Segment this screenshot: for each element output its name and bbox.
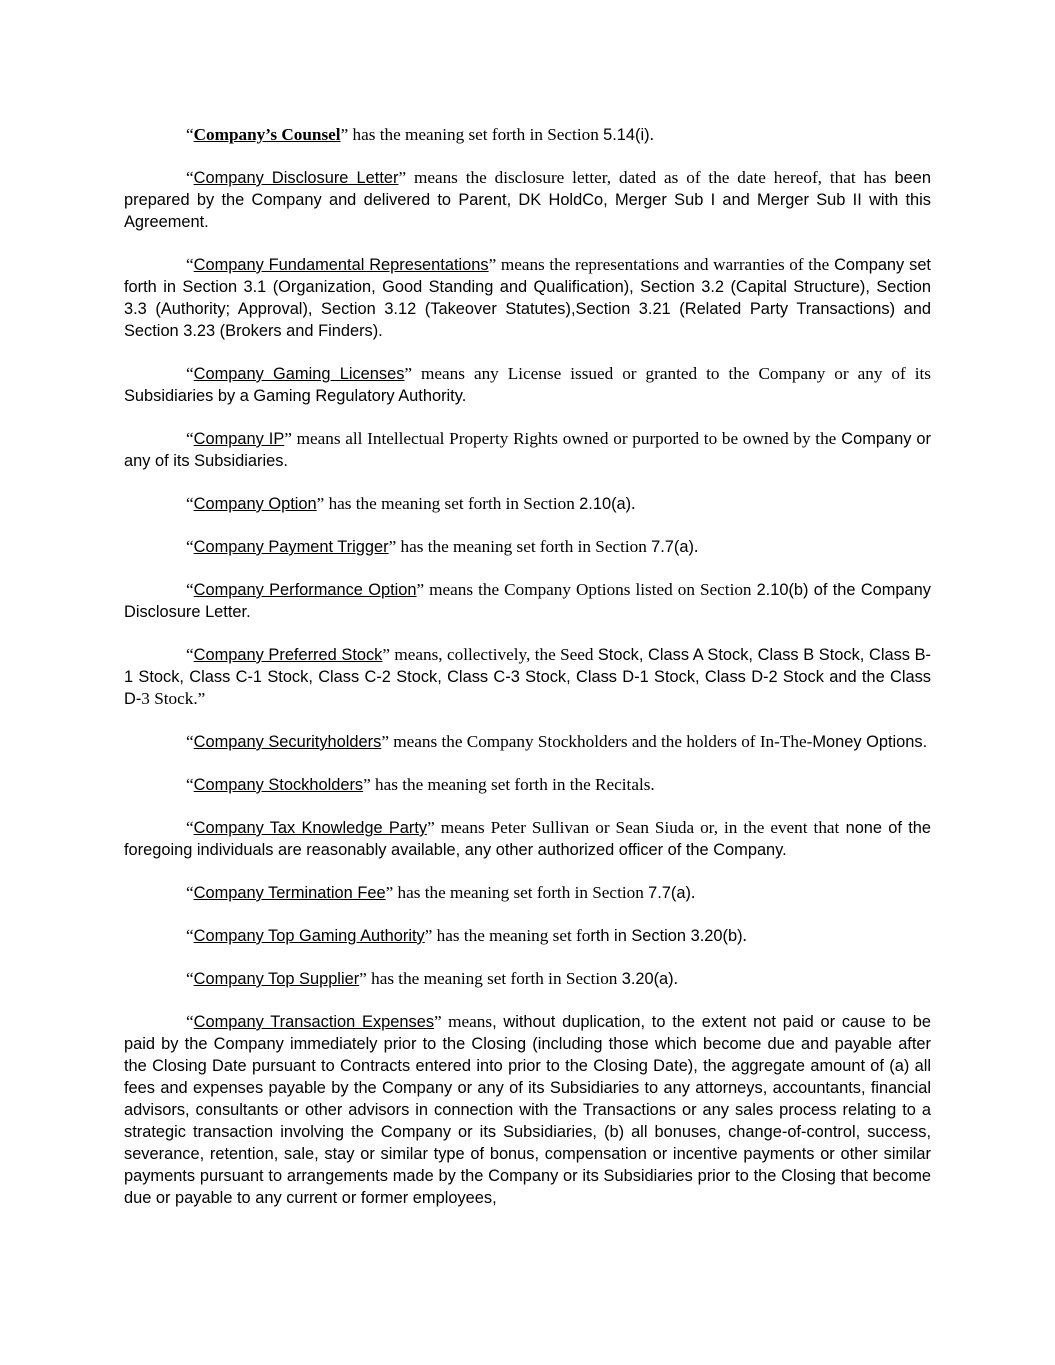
definition-text: ” has the meaning set forth in Section	[385, 883, 649, 902]
defined-term: Company Disclosure Letter	[193, 169, 399, 187]
document-page	[124, 124, 931, 1230]
defined-term: Company Termination Fee	[193, 884, 386, 902]
defined-term: Company IP	[193, 430, 285, 448]
defined-term: Company Fundamental Representations	[193, 256, 489, 274]
definition-text: ” means the disclosure letter, dated as of the date hereof, that has	[398, 168, 887, 187]
definition-text: ” means the Company Stockholders and the holders of In-The-	[381, 732, 813, 751]
section-reference: rth in Section 3.20(b)	[590, 927, 743, 945]
section-reference: 2.10(a)	[579, 495, 632, 513]
definition-tail: .	[693, 537, 699, 556]
defined-term: Company Top Gaming Authority	[193, 927, 425, 945]
definition-tail: .	[631, 494, 636, 513]
definition-text: ” has the meaning set forth in Section	[340, 125, 604, 144]
definition-company-securityholders: “Company Securityholders” means the Company Stockholders and the holders of In-The-Money Options.	[186, 732, 928, 751]
definition-text: ” means	[434, 1012, 493, 1031]
definition-tail: .	[690, 883, 696, 902]
definition-company-payment-trigger: “Company Payment Trigger” has the meaning set forth in Section 7.7(a).	[186, 537, 699, 556]
definition-text-continued: Company set forth in Section 3.1 (Organization, Good Standing and Qualification), Section 3.2 (Capital Structure), Section 3.3 (Authority; Approval), Section 3.12 (Takeover Statutes),Section 3.21 (Related Party Transactions) and Section 3.23 (Brokers and Finders).	[124, 256, 931, 340]
definition-company-stockholders: “Company Stockholders” has the meaning set forth in the Recitals.	[186, 775, 655, 794]
definition-company-tax-knowledge-party: “Company Tax Knowledge Party” means Peter Sullivan or Sean Siuda or, in the event that none of the foregoing individuals are reasonably available, any other authorized officer of the Company.	[124, 818, 931, 859]
definition-text-continued: Stock, Class A Stock, Class B Stock, Class B-1 Stock, Class C-1 Stock, Class C-2 Stock, Class C-3 Stock, Class D-1 Stock, Class D-2 Stock and the Class D-	[124, 646, 931, 708]
definition-company-counsel: “Company’s Counsel” has the meaning set forth in Section 5.14(i).	[186, 125, 654, 144]
definition-company-transaction-expenses: “Company Transaction Expenses” means, without duplication, to the extent not paid or cause to be paid by the Company immediately prior to the Closing (including those which become due and payable after the Closing Date pursuant to Contracts entered into prior to the Closing Date), the aggregate amount of (a) all fees and expenses payable by the Company or any of its Subsidiaries to any attorneys, accountants, financial advisors, consultants or other advisors in connection with the Transactions or any sales process relating to a strategic transaction involving the Company or its Subsidiaries, (b) all bonuses, change-of-control, success, severance, retention, sale, stay or similar type of bonus, compensation or incentive payments or other similar payments pursuant to arrangements made by the Company or its Subsidiaries prior to the Closing that become due or payable to any current or former employees,	[124, 1012, 931, 1207]
definition-text: ” means the Company Options listed on Section	[416, 580, 757, 599]
defined-term: Company Top Supplier	[193, 970, 360, 988]
definition-company-performance-option: “Company Performance Option” means the Company Options listed on Section 2.10(b) of the Company Disclosure Letter.	[124, 580, 931, 621]
defined-term: Company Preferred Stock	[193, 646, 383, 664]
definition-text-continued: none of the foregoing individuals are reasonably available, any other authorized officer of the Company.	[124, 819, 931, 859]
defined-term: Company Transaction Expenses	[193, 1013, 435, 1031]
definition-text: ” means the representations and warranties of the	[488, 255, 830, 274]
definition-company-option: “Company Option” has the meaning set forth in Section 2.10(a).	[186, 494, 636, 513]
definition-text: ” means, collectively, the Seed	[382, 645, 598, 664]
section-reference: 3.20(a)	[621, 970, 674, 988]
definition-text: ” means Peter Sullivan or Sean Siuda or, in the event that	[427, 818, 840, 837]
defined-term: Company Tax Knowledge Party	[193, 819, 428, 837]
definition-text: ” has the meaning set forth in Section	[359, 969, 622, 988]
defined-term: Company Stockholders	[193, 776, 364, 794]
definition-text-continued: been prepared by the Company and delivered to Parent, DK HoldCo, Merger Sub I and Merger Sub II with this Agreement.	[124, 169, 931, 231]
definition-text-continued: 2.10(b) of the Company Disclosure Letter.	[124, 581, 931, 621]
defined-term: Company Securityholders	[193, 733, 382, 751]
defined-term: Company Option	[193, 495, 317, 513]
definition-text: ” has the meaning set fo	[424, 926, 591, 945]
definition-text: ” has the meaning set forth in Section	[316, 494, 580, 513]
definition-text: ” means all Intellectual Property Rights owned or purported to be owned by the	[284, 429, 837, 448]
definition-text: ” has the meaning set forth in the Recitals.	[363, 775, 655, 794]
definition-company-disclosure-letter: “Company Disclosure Letter” means the disclosure letter, dated as of the date hereof, that has been prepared by the Company and delivered to Parent, DK HoldCo, Merger Sub I and Merger Sub II with this Agreement.	[124, 168, 931, 231]
defined-term: Company Performance Option	[193, 581, 417, 599]
section-reference: 7.7(a)	[648, 884, 691, 902]
defined-term: Company Payment Trigger	[193, 538, 389, 556]
definition-tail: .	[649, 125, 654, 144]
definition-company-gaming-licenses: “Company Gaming Licenses” means any License issued or granted to the Company or any of its Subsidiaries by a Gaming Regulatory Authority.	[124, 364, 931, 405]
definition-text-continued: Money Options.	[812, 733, 928, 751]
defined-term: Company’s Counsel	[193, 125, 341, 144]
definition-tail: .	[673, 969, 678, 988]
definition-text-continued: , without duplication, to the extent not paid or cause to be paid by the Company immediately prior to the Closing (including those which become due and payable after the Closing Date pursuant to Contracts entered into prior to the Closing Date), the aggregate amount of (a) all fees and expenses payable by the Company or any of its Subsidiaries to any attorneys, accountants, financial advisors, consultants or other advisors in connection with the Transactions or any sales process relating to a strategic transaction involving the Company or its Subsidiaries, (b) all bonuses, change-of-control, success, severance, retention, sale, stay or similar type of bonus, compensation or incentive payments or other similar payments pursuant to arrangements made by the Company or its Subsidiaries prior to the Closing that become due or payable to any current or former employees,	[124, 1013, 931, 1207]
definition-company-termination-fee: “Company Termination Fee” has the meaning set forth in Section 7.7(a).	[186, 883, 696, 902]
definition-tail: .	[742, 926, 747, 945]
definition-company-fundamental-representations: “Company Fundamental Representations” means the representations and warranties of the Company set forth in Section 3.1 (Organization, Good Standing and Qualification), Section 3.2 (Capital Structure), Section 3.3 (Authority; Approval), Section 3.12 (Takeover Statutes),Section 3.21 (Related Party Transactions) and Section 3.23 (Brokers and Finders).	[124, 255, 931, 340]
section-reference: 7.7(a)	[651, 538, 694, 556]
definition-company-top-gaming-authority: “Company Top Gaming Authority” has the meaning set forth in Section 3.20(b).	[186, 926, 747, 945]
definition-text-continued: Company or any of its Subsidiaries.	[124, 430, 931, 470]
definition-company-top-supplier: “Company Top Supplier” has the meaning set forth in Section 3.20(a).	[186, 969, 678, 988]
definition-text: ” means any License issued or granted to the Company or any of its	[404, 364, 931, 383]
definition-text: ” has the meaning set forth in Section	[388, 537, 652, 556]
defined-term: Company Gaming Licenses	[193, 365, 405, 383]
definition-company-preferred-stock: “Company Preferred Stock” means, collectively, the Seed Stock, Class A Stock, Class B Stock, Class B-1 Stock, Class C-1 Stock, Class C-2 Stock, Class C-3 Stock, Class D-1 Stock, Class D-2 Stock and the Class D-3 Stock.”	[124, 645, 931, 708]
definition-tail: 3 Stock.”	[141, 689, 206, 708]
definition-company-ip: “Company IP” means all Intellectual Property Rights owned or purported to be owned by the Company or any of its Subsidiaries.	[124, 429, 931, 470]
section-reference: 5.14(i)	[603, 126, 650, 144]
definition-text-continued: Subsidiaries by a Gaming Regulatory Authority.	[124, 387, 467, 405]
